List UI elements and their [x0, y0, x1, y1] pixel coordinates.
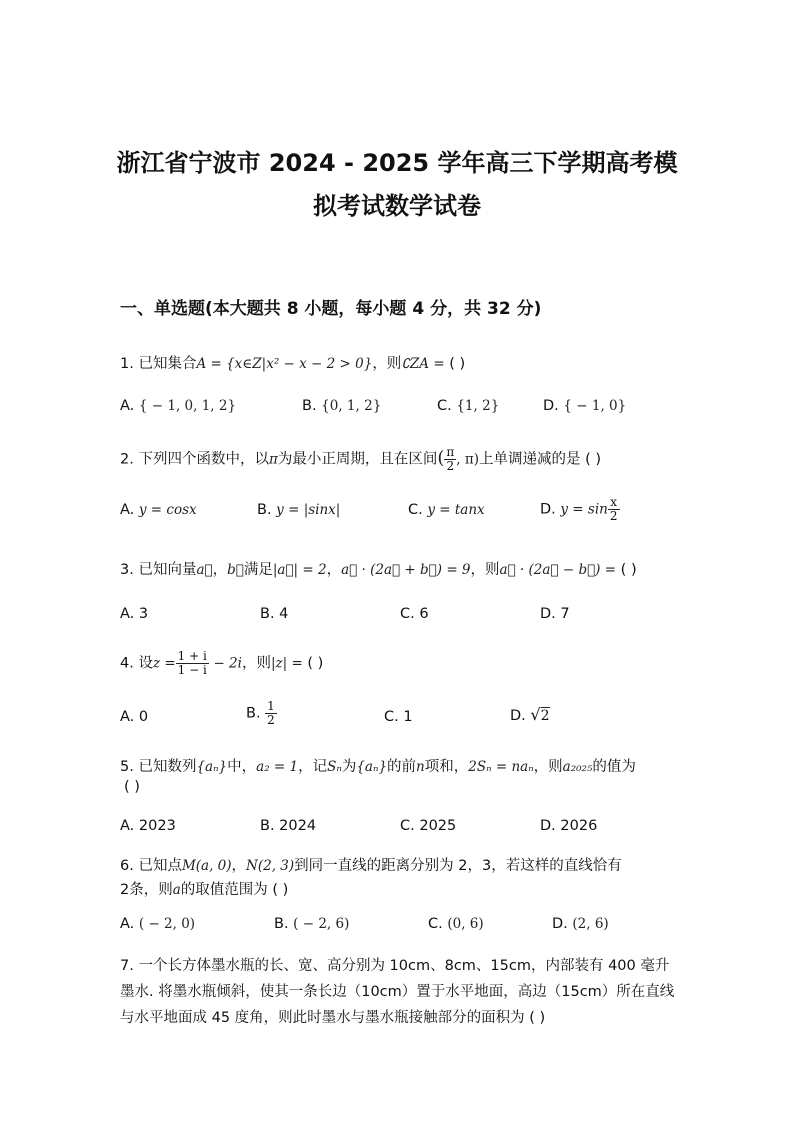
- q3-option-b: B. 4: [260, 606, 289, 622]
- q6-option-d: D. (2, 6): [552, 916, 609, 932]
- section-heading: 一、单选题(本大题共 8 小题，每小题 4 分，共 32 分): [120, 299, 542, 319]
- q3-option-d: D. 7: [540, 606, 570, 622]
- q3-option-c: C. 6: [400, 606, 429, 622]
- question-1: [120, 352, 465, 373]
- q1-mid: ，则: [372, 356, 402, 372]
- q4-fraction: $\frac{1 + i}{1 - i}$: [177, 649, 207, 677]
- q1-complement: ∁ZA =: [401, 356, 445, 372]
- q1-option-b: B. {0, 1, 2}: [302, 398, 382, 414]
- q5-option-d: D. 2026: [540, 818, 598, 834]
- question-4: 4. 设z = $\frac{1 + i}{1 - i}$ − 2i，则|z| = ( ): [120, 649, 324, 677]
- q1-post: ( ): [444, 356, 466, 372]
- question-5: 5. 已知数列{aₙ}中，a₂ = 1，记Sₙ为{aₙ}的前n项和，2Sₙ = naₙ，则a₂₀₂₅的值为: [120, 759, 636, 775]
- title-line-2: 拟考试数学试卷: [313, 192, 481, 220]
- question-2: 2. 下列四个函数中，以π为最小正周期，且在区间( $\frac{\pi}{2}$ , π)上单调递减的是 ( ): [120, 445, 602, 473]
- q1-set: A = {x∈Z|x² − x − 2 > 0}: [196, 356, 373, 372]
- question-6-line-2: 2条，则a的取值范围为 ( ): [120, 882, 289, 898]
- question-6: 6. 已知点M(a, 0)，N(2, 3)到同一直线的距离分别为 2，3，若这样的直线恰有: [120, 858, 622, 874]
- q5-option-b: B. 2024: [260, 818, 317, 834]
- q6-option-b: B. ( − 2, 6): [274, 916, 350, 932]
- q4-option-c: C. 1: [384, 709, 413, 725]
- q3-option-a: A. 3: [120, 606, 149, 622]
- q5-option-c: C. 2025: [400, 818, 457, 834]
- q1-option-c: C. {1, 2}: [437, 398, 500, 414]
- q4-option-d: D. √2: [510, 705, 550, 724]
- q1-option-d: D. { − 1, 0}: [543, 398, 627, 414]
- title-line-1: 浙江省宁波市 2024 - 2025 学年高三下学期高考模: [116, 149, 678, 177]
- q1-pre: 1. 已知集合: [120, 356, 197, 372]
- q2-option-c: C. y = tanx: [408, 502, 485, 518]
- q1-option-a: A. { − 1, 0, 1, 2}: [120, 398, 237, 414]
- q2-option-d: D. y = sin $\frac{x}{2}$: [540, 495, 618, 523]
- question-3: 3. 已知向量a⃗，b⃗满足|a⃗| = 2，a⃗ · (2a⃗ + b⃗) = 9，则a⃗ · (2a⃗ − b⃗) = ( ): [120, 562, 637, 578]
- q2-option-a: A. y = cosx: [120, 502, 197, 518]
- question-5-paren: ( ): [124, 779, 140, 795]
- q5-option-a: A. 2023: [120, 818, 176, 834]
- question-7: 7. 一个长方体墨水瓶的长、宽、高分别为 10cm、8cm、15cm，内部装有 400 毫升墨水. 将墨水瓶倾斜，使其一条长边（10cm）置于水平地面，高边（15cm）所在直线与水平地面成 45 度角，则此时墨水与墨水瓶接触部分的面积为 ( ): [120, 958, 675, 1026]
- q4-option-a: A. 0: [120, 709, 149, 725]
- q6-option-a: A. ( − 2, 0): [120, 916, 196, 932]
- q4-option-b: B. $\frac{1}{2}$: [246, 699, 275, 727]
- q2-interval-fraction: $\frac{\pi}{2}$: [446, 445, 455, 473]
- q6-option-c: C. (0, 6): [428, 916, 484, 932]
- q2-option-b: B. y = |sinx|: [257, 502, 341, 518]
